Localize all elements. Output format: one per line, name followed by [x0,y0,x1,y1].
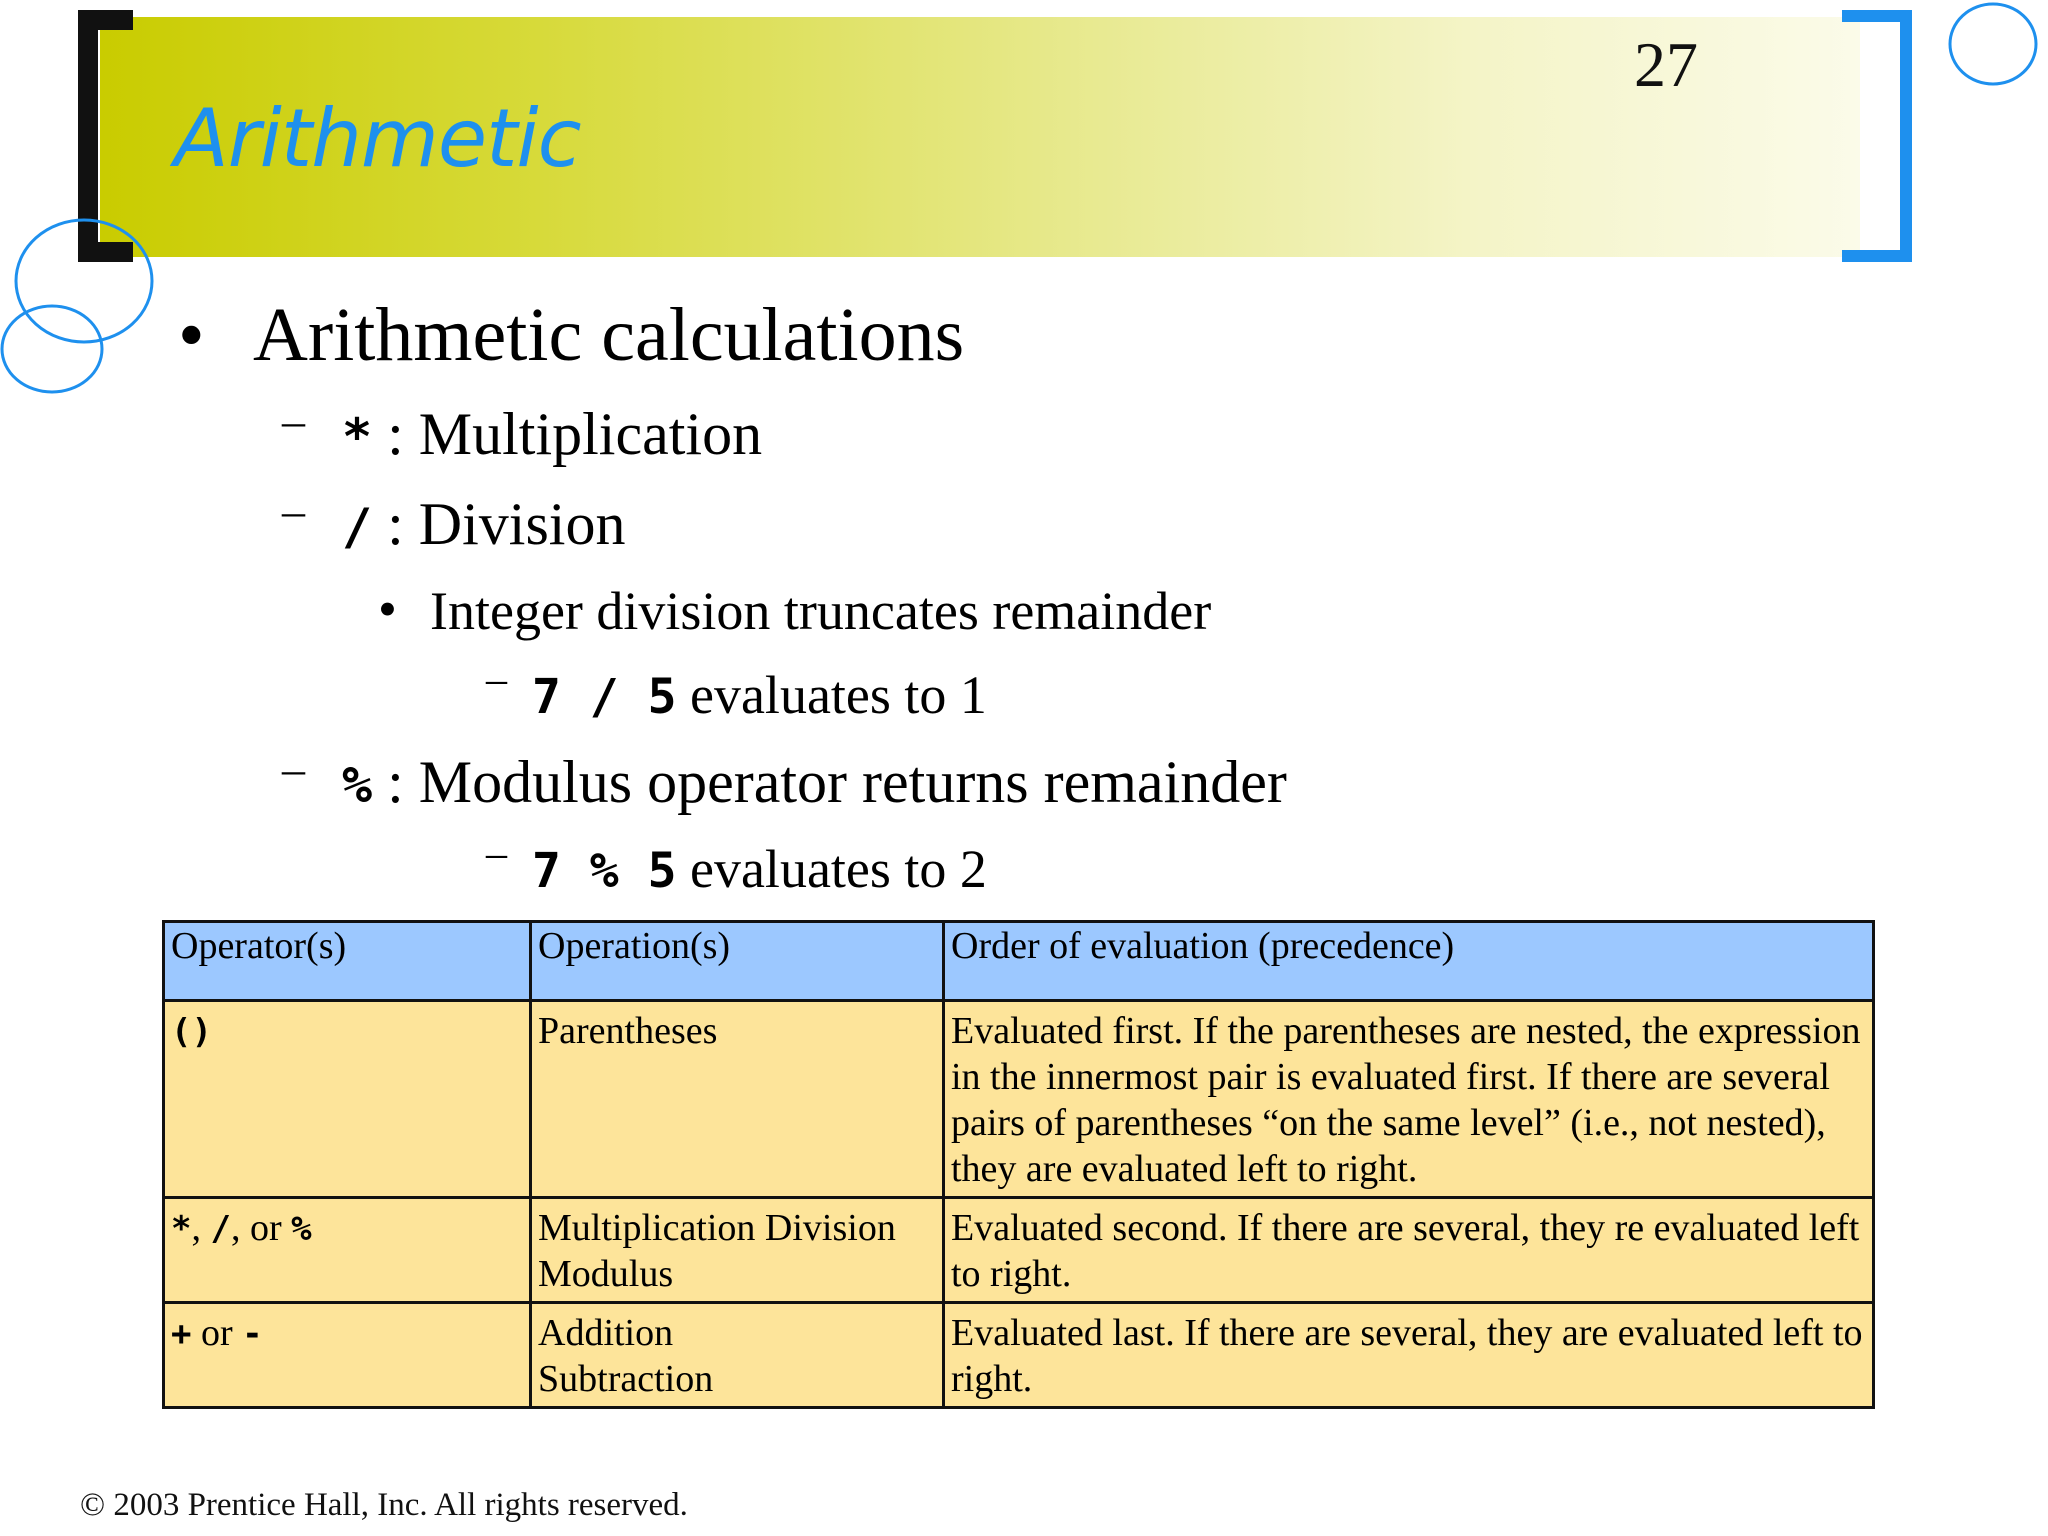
operation-cell: Parentheses [531,1001,944,1198]
dash-marker: – [486,831,507,877]
table-row [164,1198,1874,1303]
bullet-text: : Division [372,491,626,557]
dash-marker: – [282,485,305,536]
table-row [164,1303,1874,1408]
bullet-text: evaluates to 1 [676,665,987,725]
operator-code: * [342,408,373,466]
dash-marker: – [282,395,305,446]
slide-number: 27 [1634,29,1698,100]
circle-top-right [1950,4,2036,84]
column-header: Operator(s) [164,922,531,1001]
circle-left-lower [2,306,102,392]
order-cell: Evaluated first. If the parentheses are nested, the expression in the innermost pair is evaluated first. If there are several pairs of parentheses “on the same level” (i.e., not nested), they are evaluated left to right. [944,1001,1874,1198]
column-header: Operation(s) [531,922,944,1001]
dash-marker: – [486,657,507,703]
circle-left-upper [16,220,152,342]
example-code: 7 % 5 [532,843,677,899]
bullet-dot: • [378,579,397,639]
bullet-text: : Multiplication [372,401,763,467]
bullet-dot: • [178,293,205,377]
bullet-text: evaluates to 2 [676,839,987,899]
column-header: Order of evaluation (precedence) [944,922,1874,1001]
example-code: 7 / 5 [532,669,677,725]
operator-cell: + or - [164,1303,531,1408]
copyright-footer: © 2003 Prentice Hall, Inc. All rights reserved. [80,1487,688,1523]
order-cell: Evaluated second. If there are several, they re evaluated left to right. [944,1198,1874,1303]
operator-cell: *, /, or % [164,1198,531,1303]
operator-cell: () [164,1001,531,1198]
order-cell: Evaluated last. If there are several, they are evaluated left to right. [944,1303,1874,1408]
bullet-text: : Modulus operator returns remainder [372,749,1287,815]
dash-marker: – [282,743,305,794]
operation-cell: Multiplication Division Modulus [531,1198,944,1303]
operator-code: % [342,756,373,814]
operator-code: / [342,498,373,556]
bullet-text: Arithmetic calculations [253,293,965,377]
operation-cell: Addition Subtraction [531,1303,944,1408]
table-row [164,1001,1874,1198]
table-header-row [164,922,1874,1001]
bullet-text: Integer division truncates remainder [430,581,1212,641]
slide-title: Arithmetic [174,92,581,185]
precedence-table [162,920,1875,1409]
